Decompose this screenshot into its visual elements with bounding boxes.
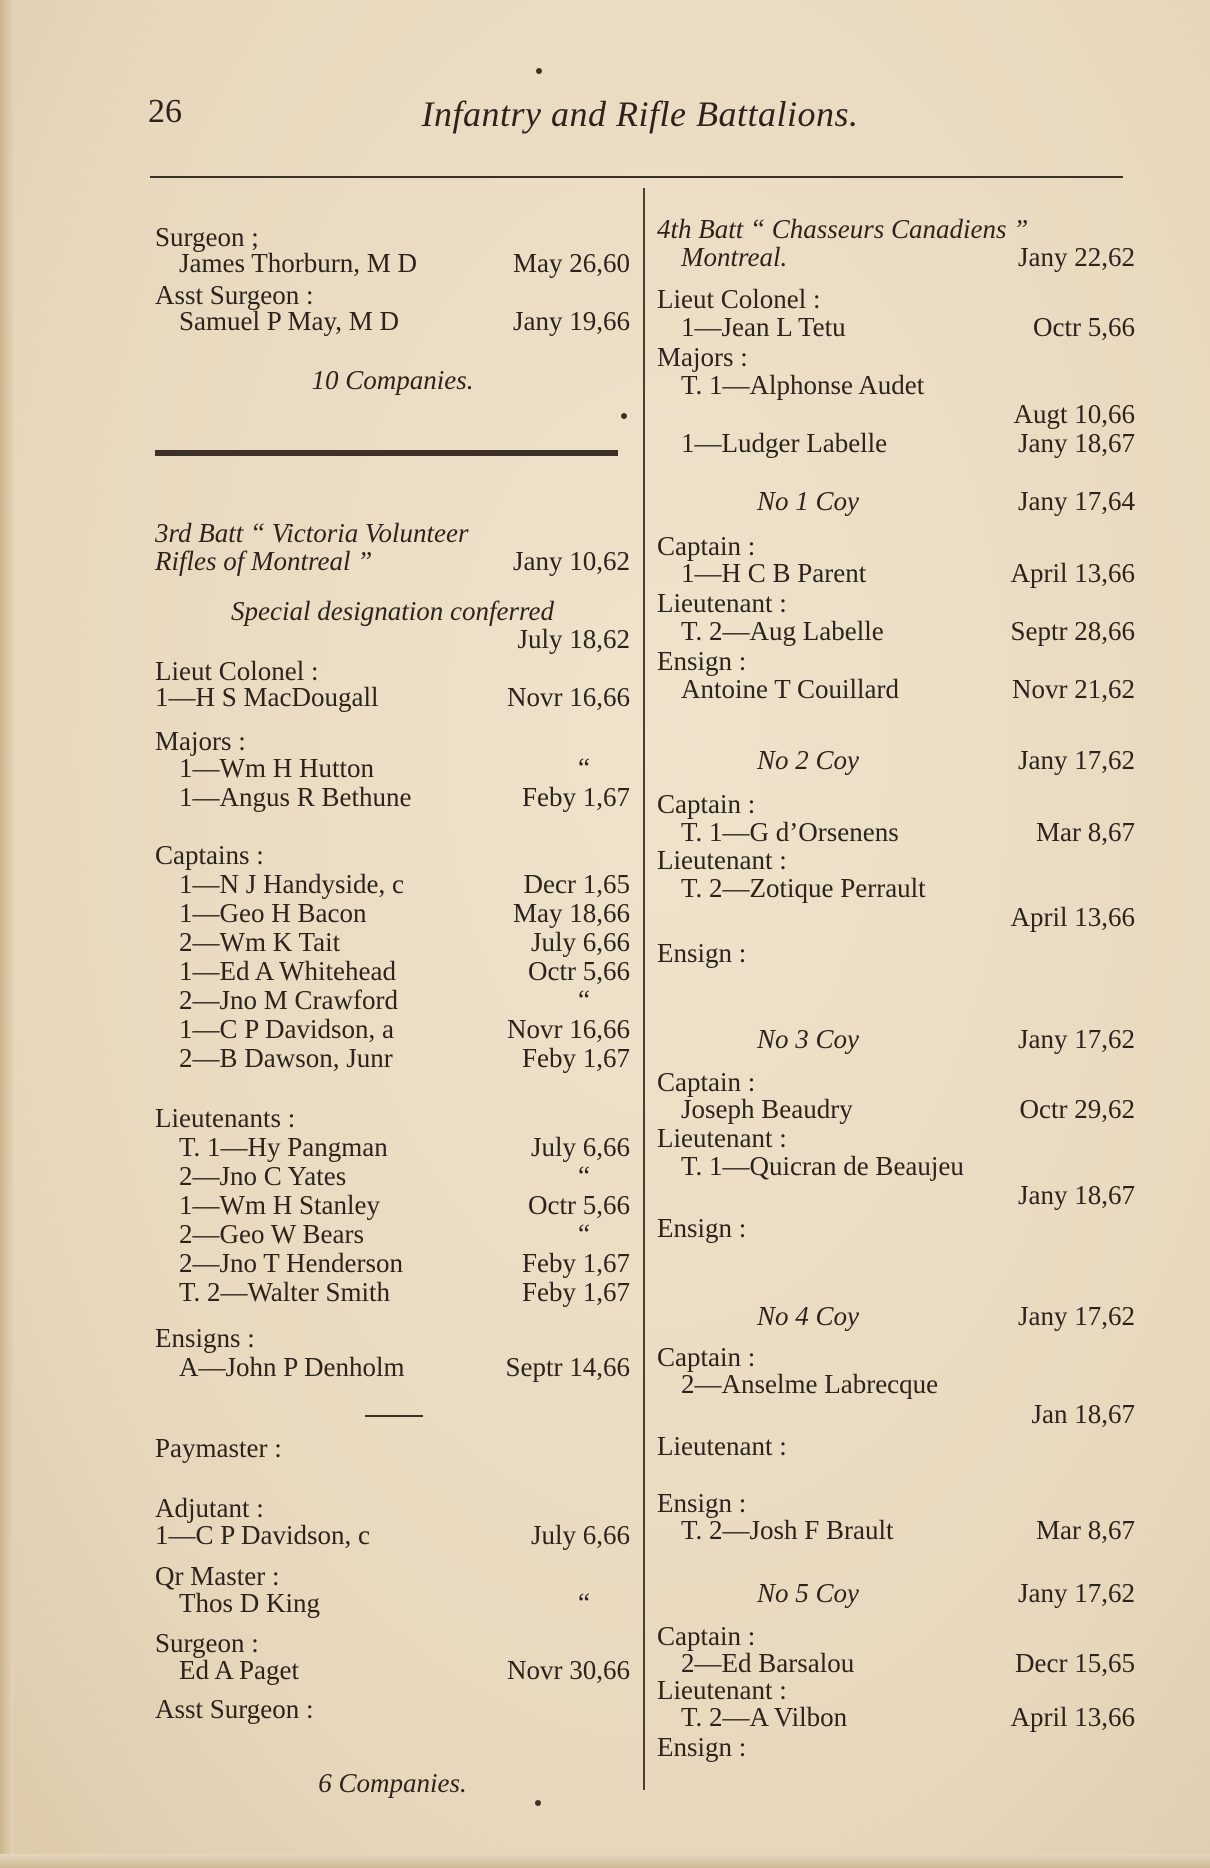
- entry-row: T. 1—Alphonse Audet: [681, 370, 925, 400]
- column-divider: [643, 188, 645, 1790]
- entry-row: T. 1—G d’Orsenens Mar 8,67: [681, 817, 1135, 847]
- page-number: 26: [148, 93, 182, 130]
- ink-dot: [535, 1800, 541, 1806]
- entry-label: Captain :: [657, 789, 756, 819]
- entry-label: Surgeon :: [155, 1628, 259, 1658]
- entry-label: Ensign :: [657, 1732, 747, 1762]
- entry-label: Lieutenant :: [657, 845, 787, 875]
- entry-row: 1—Wm H Hutton “: [179, 753, 590, 783]
- entry-row: T. 2—Zotique Perrault: [681, 873, 926, 903]
- running-title: Infantry and Rifle Battalions.: [421, 94, 859, 134]
- entry-label: Majors :: [657, 342, 748, 372]
- entry-row: T. 1—Hy Pangman July 6,66: [179, 1132, 630, 1162]
- company-heading: No 2 Coy Jany 17,62: [757, 745, 1135, 775]
- entry-row: T. 2—Josh F Brault Mar 8,67: [681, 1515, 1135, 1545]
- entry-row: July 18,62: [517, 624, 630, 654]
- entry-row: 2—Jno T Henderson Feby 1,67: [179, 1248, 630, 1278]
- company-heading: No 5 Coy Jany 17,62: [757, 1578, 1135, 1608]
- short-separator: [365, 1415, 423, 1417]
- battalion-title: 3rd Batt “ Victoria Volunteer: [155, 518, 469, 548]
- entry-row: Ed A Paget Novr 30,66: [179, 1655, 630, 1685]
- entry-row: Jany 18,67: [1018, 1180, 1135, 1210]
- entry-row: T. 2—Walter Smith Feby 1,67: [179, 1277, 630, 1307]
- battalion-title: 4th Batt “ Chasseurs Canadiens ”: [657, 214, 1029, 244]
- entry-row: 1—Angus R Bethune Feby 1,67: [179, 782, 630, 812]
- entry-row: 2—Jno C Yates “: [179, 1161, 590, 1191]
- battalion-title: Montreal. Jany 22,62: [681, 242, 1135, 272]
- entry-row: Thos D King “: [179, 1588, 590, 1618]
- entry-row: Antoine T Couillard Novr 21,62: [681, 674, 1135, 704]
- company-heading: No 3 Coy Jany 17,62: [757, 1024, 1135, 1054]
- entry-row: April 13,66: [1010, 902, 1135, 932]
- entry-label: Captain :: [657, 1621, 756, 1651]
- entry-label: Captain :: [657, 1342, 756, 1372]
- entry-row: 2—Geo W Bears “: [179, 1219, 590, 1249]
- battalion-title: Rifles of Montreal ” Jany 10,62: [155, 546, 630, 576]
- entry-row: Joseph Beaudry Octr 29,62: [681, 1094, 1135, 1124]
- entry-label: Lieutenant :: [657, 1123, 787, 1153]
- entry-row: 1—H S MacDougall Novr 16,66: [155, 682, 630, 712]
- entry-label: Captain :: [657, 531, 756, 561]
- entry-label: Captain :: [657, 1067, 756, 1097]
- entry-row: 2—Ed Barsalou Decr 15,65: [681, 1648, 1135, 1678]
- entry-row: 1—C P Davidson, a Novr 16,66: [179, 1014, 630, 1044]
- header-rule: [150, 176, 1123, 178]
- entry-row: 1—Ludger Labelle Jany 18,67: [681, 428, 1135, 458]
- page-bottom-edge: [0, 1854, 1210, 1868]
- entry-label: Majors :: [155, 726, 246, 756]
- entry-row: T. 1—Quicran de Beaujeu: [681, 1151, 964, 1181]
- entry-label: Captains :: [155, 840, 264, 870]
- page-left-edge: [0, 0, 14, 1868]
- section-separator: [155, 450, 618, 456]
- entry-label: Asst Surgeon :: [155, 1694, 314, 1724]
- entry-label: Lieutenant :: [657, 1431, 787, 1461]
- entry-label: Ensign :: [657, 646, 747, 676]
- entry-row: A—John P Denholm Septr 14,66: [179, 1352, 630, 1382]
- entry-label: Asst Surgeon :: [155, 280, 314, 310]
- entry-row: T. 2—A Vilbon April 13,66: [681, 1702, 1135, 1732]
- companies-note: 6 Companies.: [318, 1768, 467, 1798]
- company-heading: No 4 Coy Jany 17,62: [757, 1301, 1135, 1331]
- entry-label: Adjutant :: [155, 1493, 264, 1523]
- entry-row: 1—Ed A Whitehead Octr 5,66: [179, 956, 630, 986]
- companies-note: 10 Companies.: [311, 365, 474, 395]
- entry-row: 2—Jno M Crawford “: [179, 985, 590, 1015]
- entry-label: Surgeon ;: [155, 222, 259, 252]
- entry-label: Paymaster :: [155, 1433, 282, 1463]
- entry-label: Lieutenants :: [155, 1103, 296, 1133]
- entry-row: James Thorburn, M D May 26,60: [179, 248, 630, 278]
- entry-label: Ensign :: [657, 1213, 747, 1243]
- entry-row: T. 2—Aug Labelle Septr 28,66: [681, 616, 1135, 646]
- entry-row: 1—Wm H Stanley Octr 5,66: [179, 1190, 630, 1220]
- entry-label: Lieut Colonel :: [155, 656, 319, 686]
- entry-label: Ensign :: [657, 1488, 747, 1518]
- entry-row: 1—H C B Parent April 13,66: [681, 558, 1135, 588]
- entry-row: 2—Anselme Labrecque: [681, 1369, 939, 1399]
- company-heading: No 1 Coy Jany 17,64: [757, 486, 1135, 516]
- entry-label: Lieutenant :: [657, 1675, 787, 1705]
- entry-label: Qr Master :: [155, 1561, 280, 1591]
- entry-row: 1—C P Davidson, c July 6,66: [155, 1520, 630, 1550]
- entry-row: Samuel P May, M D Jany 19,66: [179, 306, 630, 336]
- entry-label: Lieut Colonel :: [657, 284, 821, 314]
- ink-dot: [621, 413, 627, 419]
- ink-dot: [536, 68, 542, 74]
- entry-row: 2—Wm K Tait July 6,66: [179, 927, 630, 957]
- special-designation: Special designation conferred: [231, 596, 554, 626]
- entry-row: Jan 18,67: [1031, 1399, 1135, 1429]
- entry-row: 1—Jean L Tetu Octr 5,66: [681, 312, 1135, 342]
- entry-row: 1—N J Handyside, c Decr 1,65: [179, 869, 630, 899]
- entry-label: Ensigns :: [155, 1323, 255, 1353]
- entry-label: Lieutenant :: [657, 588, 787, 618]
- entry-row: 1—Geo H Bacon May 18,66: [179, 898, 630, 928]
- entry-label: Ensign :: [657, 938, 747, 968]
- entry-row: Augt 10,66: [1013, 399, 1135, 429]
- page-header: [140, 85, 1140, 145]
- entry-row: 2—B Dawson, Junr Feby 1,67: [179, 1043, 630, 1073]
